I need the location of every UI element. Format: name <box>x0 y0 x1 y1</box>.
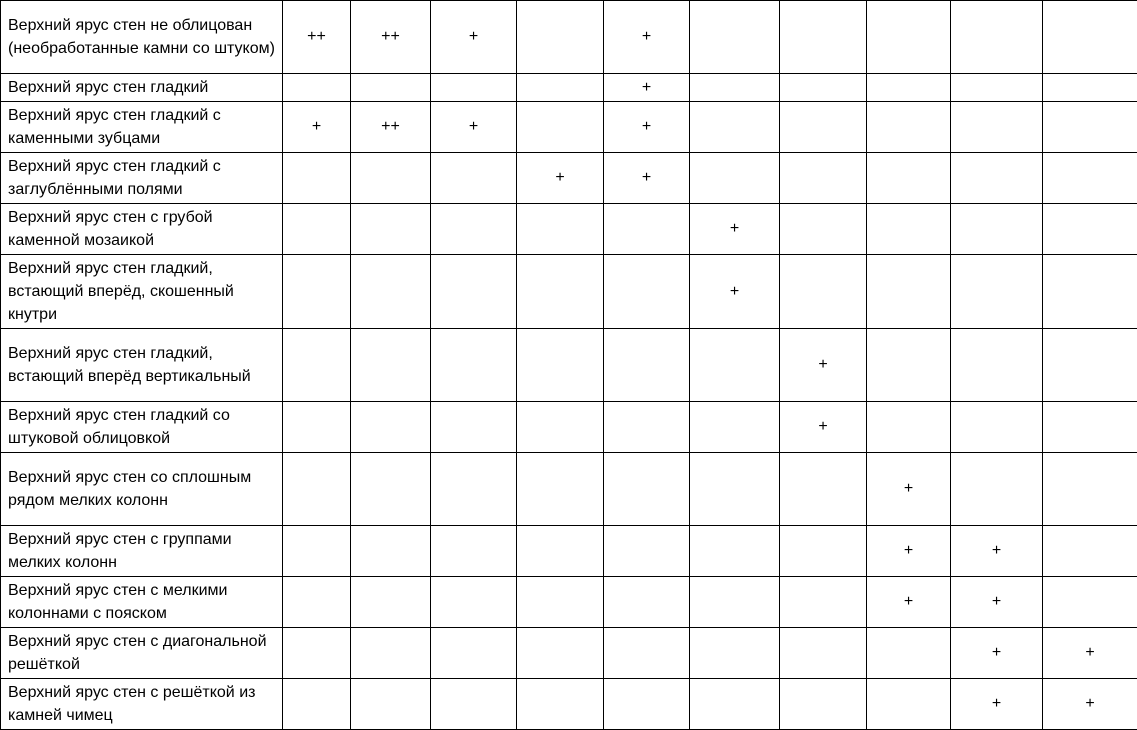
table-row <box>1 526 1137 577</box>
table-cell <box>1043 204 1137 255</box>
table-cell <box>431 577 517 628</box>
table-cell <box>431 74 517 102</box>
table-cell <box>351 453 431 526</box>
table-cell <box>517 526 604 577</box>
table-cell <box>351 577 431 628</box>
table-cell: + <box>867 577 951 628</box>
table-cell <box>431 628 517 679</box>
table-cell: + <box>951 526 1043 577</box>
table-cell <box>690 526 780 577</box>
table-cell <box>867 204 951 255</box>
table-cell <box>1043 453 1137 526</box>
table-cell: + <box>780 329 867 402</box>
table-cell <box>867 255 951 329</box>
table-cell <box>351 329 431 402</box>
row-label: Верхний ярус стен не облицован (необработанные камни со штуком) <box>1 1 283 74</box>
table-cell <box>604 526 690 577</box>
table-cell <box>867 74 951 102</box>
row-label: Верхний ярус стен гладкий с каменными зубцами <box>1 102 283 153</box>
table-cell <box>951 402 1043 453</box>
table-row <box>1 402 1137 453</box>
table-row <box>1 1 1137 74</box>
table-cell <box>517 453 604 526</box>
table-cell <box>867 628 951 679</box>
table-cell <box>780 74 867 102</box>
table-row <box>1 577 1137 628</box>
table-cell <box>951 329 1043 402</box>
table-cell <box>283 628 351 679</box>
table-cell <box>351 526 431 577</box>
table-cell <box>951 102 1043 153</box>
table-cell <box>951 453 1043 526</box>
table-cell <box>1043 255 1137 329</box>
table-cell <box>431 255 517 329</box>
row-label: Верхний ярус стен с грубой каменной мозаикой <box>1 204 283 255</box>
table-cell <box>431 453 517 526</box>
table-cell <box>431 526 517 577</box>
table-cell <box>517 402 604 453</box>
table-cell <box>604 453 690 526</box>
row-label: Верхний ярус стен с группами мелких колонн <box>1 526 283 577</box>
row-label: Верхний ярус стен гладкий, встающий вперёд вертикальный <box>1 329 283 402</box>
table-cell: + <box>604 1 690 74</box>
table-row <box>1 74 1137 102</box>
table-cell: + <box>690 204 780 255</box>
table-cell <box>1043 153 1137 204</box>
table-cell <box>431 153 517 204</box>
table-cell <box>690 1 780 74</box>
table-cell <box>690 577 780 628</box>
table-cell <box>1043 526 1137 577</box>
table-cell <box>951 153 1043 204</box>
table-cell <box>780 102 867 153</box>
table-cell <box>604 255 690 329</box>
table-cell <box>690 679 780 730</box>
table-cell <box>780 453 867 526</box>
table-cell <box>283 679 351 730</box>
table-cell <box>867 679 951 730</box>
table-cell <box>351 204 431 255</box>
table-cell <box>283 402 351 453</box>
table-cell <box>431 329 517 402</box>
table-cell <box>283 204 351 255</box>
table-cell: + <box>431 102 517 153</box>
table-cell <box>283 153 351 204</box>
table-cell <box>517 255 604 329</box>
table-cell <box>517 628 604 679</box>
table-cell <box>517 74 604 102</box>
row-label: Верхний ярус стен гладкий с заглублёнными полями <box>1 153 283 204</box>
table-cell <box>780 679 867 730</box>
table-cell <box>780 628 867 679</box>
table-row <box>1 204 1137 255</box>
table-cell <box>431 679 517 730</box>
table-row <box>1 453 1137 526</box>
table-cell <box>283 577 351 628</box>
table-cell: ++ <box>283 1 351 74</box>
table-body <box>1 1 1137 730</box>
table-cell <box>1043 402 1137 453</box>
table-cell <box>690 628 780 679</box>
table-row <box>1 255 1137 329</box>
table-cell <box>951 204 1043 255</box>
table-cell <box>780 1 867 74</box>
table-cell <box>517 679 604 730</box>
table-cell: + <box>780 402 867 453</box>
row-label: Верхний ярус стен со сплошным рядом мелких колонн <box>1 453 283 526</box>
table-cell <box>283 526 351 577</box>
table-cell <box>867 102 951 153</box>
table-cell: + <box>604 153 690 204</box>
table-cell: + <box>604 74 690 102</box>
row-label: Верхний ярус стен гладкий, встающий вперёд, скошенный кнутри <box>1 255 283 329</box>
table-cell <box>351 628 431 679</box>
table-cell <box>431 204 517 255</box>
table-row <box>1 153 1137 204</box>
table-cell <box>283 255 351 329</box>
table-cell <box>780 526 867 577</box>
table-cell <box>780 255 867 329</box>
row-label: Верхний ярус стен гладкий <box>1 74 283 102</box>
table-cell <box>604 679 690 730</box>
row-label: Верхний ярус стен с мелкими колоннами с пояском <box>1 577 283 628</box>
table-cell <box>283 453 351 526</box>
table-cell <box>951 74 1043 102</box>
table-cell <box>690 102 780 153</box>
table-row <box>1 102 1137 153</box>
table-cell: + <box>283 102 351 153</box>
table-cell <box>690 329 780 402</box>
table-cell <box>604 329 690 402</box>
table-cell <box>351 402 431 453</box>
table-cell <box>517 204 604 255</box>
table-cell <box>431 402 517 453</box>
table-cell <box>951 255 1043 329</box>
table-cell: + <box>1043 628 1137 679</box>
table-cell <box>351 153 431 204</box>
table-cell <box>604 628 690 679</box>
table-cell <box>951 1 1043 74</box>
table-cell <box>780 153 867 204</box>
table-cell <box>604 577 690 628</box>
table-cell: ++ <box>351 1 431 74</box>
table-cell <box>1043 74 1137 102</box>
table-cell <box>604 402 690 453</box>
table-cell: + <box>690 255 780 329</box>
table-cell <box>351 74 431 102</box>
table-cell <box>867 329 951 402</box>
table-cell: + <box>951 679 1043 730</box>
table-cell: + <box>951 628 1043 679</box>
table-cell: + <box>867 526 951 577</box>
table-cell <box>867 402 951 453</box>
table-row <box>1 679 1137 730</box>
table-cell: + <box>431 1 517 74</box>
table-cell <box>517 1 604 74</box>
table-cell <box>867 153 951 204</box>
table-cell: ++ <box>351 102 431 153</box>
table-cell <box>604 204 690 255</box>
row-label: Верхний ярус стен гладкий со штуковой облицовкой <box>1 402 283 453</box>
table-cell <box>1043 102 1137 153</box>
table-row <box>1 329 1137 402</box>
table-cell <box>283 329 351 402</box>
table-cell <box>780 577 867 628</box>
table-cell <box>351 679 431 730</box>
table-cell <box>867 1 951 74</box>
table-cell <box>1043 1 1137 74</box>
table-cell <box>517 577 604 628</box>
table-row <box>1 628 1137 679</box>
table-cell: + <box>517 153 604 204</box>
table-cell <box>690 402 780 453</box>
table-cell <box>1043 329 1137 402</box>
table-cell <box>690 74 780 102</box>
row-label: Верхний ярус стен с диагональной решёткой <box>1 628 283 679</box>
table-cell <box>780 204 867 255</box>
table-cell: + <box>867 453 951 526</box>
table-cell: + <box>604 102 690 153</box>
table-cell <box>1043 577 1137 628</box>
table-cell <box>517 102 604 153</box>
table-cell <box>517 329 604 402</box>
table-cell <box>351 255 431 329</box>
table-cell: + <box>1043 679 1137 730</box>
row-label: Верхний ярус стен с решёткой из камней чимец <box>1 679 283 730</box>
table-cell: + <box>951 577 1043 628</box>
table-cell <box>690 453 780 526</box>
table-cell <box>283 74 351 102</box>
table-cell <box>690 153 780 204</box>
